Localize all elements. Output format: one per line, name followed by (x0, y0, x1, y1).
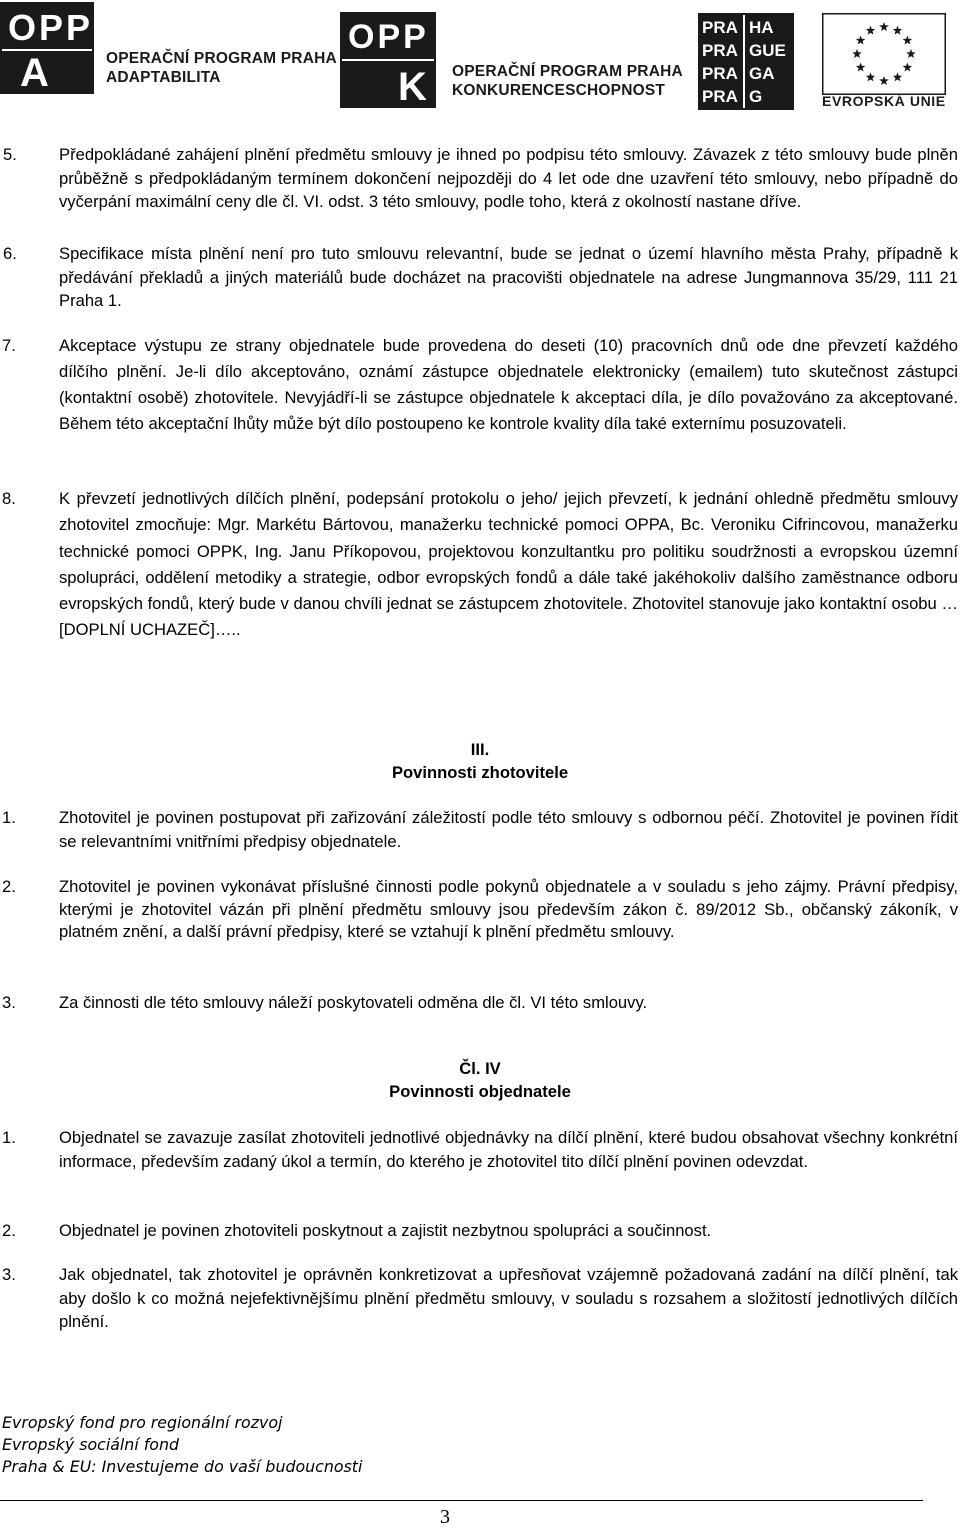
section-title-iv: Čl. IV (459, 1059, 501, 1078)
item-number: 1. (2, 808, 16, 827)
item-number: 7. (2, 336, 16, 355)
section-title-iii: III. (470, 740, 490, 759)
item-text: Objednatel se zavazuje zasílat zhotoviteli jednotlivé objednávky na dílčí plnění, které budou obsahovat všechny konkrétní informace, především zadaný úkol a termín, do kterého je zhotovitel tito dílčí plnění povinen odevzdat. (59, 1128, 958, 1171)
item-number: 2. (2, 1221, 16, 1240)
svg-text:OPP: OPP (8, 7, 94, 48)
item-number: 1. (2, 1128, 16, 1147)
item-number: 6. (3, 244, 17, 263)
svg-text:HA: HA (749, 18, 774, 37)
page-footer (2, 1412, 362, 1478)
svg-text:PRA: PRA (702, 18, 738, 37)
item-text: Za činnosti dle této smlouvy náleží poskytovateli odměna dle čl. VI této smlouvy. (59, 993, 648, 1012)
eu-flag-icon (822, 13, 946, 95)
oppa-line1: OPERAČNÍ PROGRAM PRAHA (106, 50, 337, 67)
item-number: 3. (2, 1265, 16, 1284)
footer-divider (0, 1500, 923, 1501)
oppk-line2: KONKURENCESCHOPNOST (452, 82, 666, 99)
svg-text:A: A (20, 51, 49, 95)
svg-text:PRA: PRA (702, 87, 738, 106)
oppk-mark-icon (340, 12, 440, 112)
item-text: Akceptace výstupu ze strany objednatele bude provedena do deseti (10) pracovních dnů ode dne převzetí každého dílčího plnění. Je-li dílo akceptováno, oznámí zástupce objednatele elektronicky (emailem) tuto skutečnost zástupci (kontaktní osobě) zhotovitele. Nevyjádří-li se zástupce objednatele k akceptaci díla, je dílo považováno za akceptované. Během této akceptační lhůty může být dílo postoupeno ke kontrole kvality díla také externímu posuzovateli. (59, 336, 958, 433)
svg-text:PRA: PRA (702, 41, 738, 60)
item-number: 3. (2, 993, 16, 1012)
svg-text:OPP: OPP (348, 18, 429, 56)
oppa-mark-icon (0, 0, 100, 100)
item-text: Specifikace místa plnění není pro tuto smlouvu relevantní, bude se jednat o území hlavního města Prahy, případně k předávání překladů a jiných materiálů bude docházet na pracovišti objednatele na adrese Jungmannova 35/29, 111 21 Praha 1. (59, 244, 958, 310)
page-number: 3 (440, 1506, 450, 1528)
oppa-line2: ADAPTABILITA (106, 69, 221, 86)
section-subtitle-iv: Povinnosti objednatele (389, 1082, 571, 1101)
item-number: 5. (3, 145, 17, 164)
eu-caption: EVROPSKÁ UNIE (822, 93, 946, 109)
item-number: 2. (2, 877, 16, 896)
footer-line-3: Praha & EU: Investujeme do vaší budoucnosti (2, 1457, 363, 1476)
item-text: K převzetí jednotlivých dílčích plnění, podepsání protokolu o jeho/ jejich převzetí, k jednání ohledně předmětu smlouvy zhotovitel zmocňuje: Mgr. Markétu Bártovou, manažerku technické pomoci OPPA, Bc. Veroniku Cifrincovou, manažerku technické pomoci OPPK, Ing. Janu Příkopovou, projektovou konzultantku pro politiku soudržnosti a evropskou územní spolupráci, oddělení metodiky a strategie, odbor evropských fondů a dále také jakéhokoliv dalšího zaměstnance odboru evropských fondů, který bude v danou chvíli jednat se zástupcem zhotovitele. Zhotovitel stanovuje jako kontaktní osobu …[DOPLNÍ UCHAZEČ]….. (59, 489, 958, 640)
footer-line-1: Evropský fond pro regionální rozvoj (2, 1413, 283, 1432)
item-text: Předpokládané zahájení plnění předmětu smlouvy je ihned po podpisu této smlouvy. Závazek z této smlouvy bude plněn průběžně s předpokládaným termínem dokončení nejpozději do 4 let ode dne uzavření této smlouvy, nebo případně do vyčerpání maximální ceny dle čl. VI. odst. 3 této smlouvy, podle toho, která z okolností nastane dříve. (59, 145, 958, 211)
svg-text:G: G (749, 87, 763, 106)
item-text: Zhotovitel je povinen vykonávat příslušné činnosti podle pokynů objednatele a v souladu s jeho zájmy. Právní předpisy, kterými je zhotovitel vázán při plnění předmětu smlouvy jsou především zákon č. 89/2012 Sb., občanský zákoník, v platném znění, a další právní předpisy, které se vztahují k plnění předmětu smlouvy. (59, 877, 958, 942)
section-subtitle-iii: Povinnosti zhotovitele (391, 763, 569, 782)
page-header (0, 0, 960, 115)
svg-text:PRA: PRA (702, 64, 738, 83)
svg-text:K: K (398, 65, 427, 109)
item-text: Objednatel je povinen zhotoviteli poskytnout a zajistit nezbytnou spolupráci a součinnost. (59, 1221, 712, 1240)
item-text: Zhotovitel je povinen postupovat při zařizování záležitostí podle této smlouvy s odbornou péčí. Zhotovitel je povinen řídit se relevantními vnitřními předpisy objednatele. (59, 808, 958, 851)
footer-line-2: Evropský sociální fond (2, 1435, 179, 1454)
praha-logo (698, 13, 794, 110)
svg-text:GUE: GUE (749, 41, 786, 60)
item-number: 8. (2, 489, 16, 508)
item-text: Jak objednatel, tak zhotovitel je oprávněn konkretizovat a upřesňovat vzájemně požadovaná zadání na dílčí plnění, tak aby došlo k co možná nejefektivnějšímu plnění předmětu smlouvy, v souladu s rozsahem a složitostí jednotlivých dílčích plnění. (59, 1265, 958, 1331)
svg-text:GA: GA (749, 64, 775, 83)
oppk-line1: OPERAČNÍ PROGRAM PRAHA (452, 63, 683, 80)
